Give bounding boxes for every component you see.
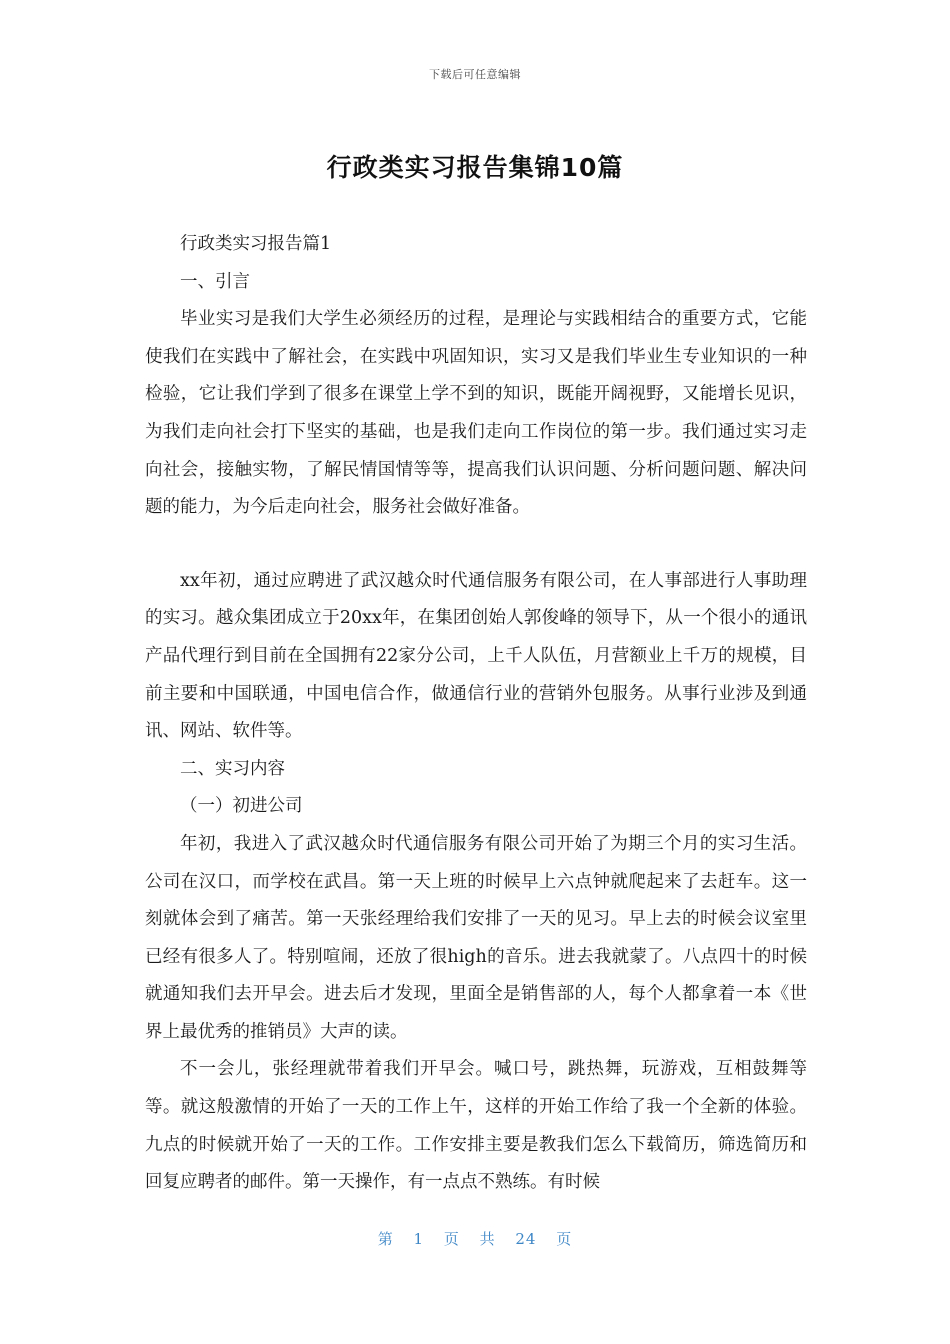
section-heading-introduction: 一、引言 [180, 271, 250, 292]
section-heading-article-1: 行政类实习报告篇1 [180, 234, 332, 254]
document-title: 行政类实习报告集锦10篇 [326, 153, 624, 182]
body-paragraph-intro: 毕业实习是我们大学生必须经历的过程，是理论与实践相结合的重要方式，它能使我们在实践中了解社会，在实践中巩固知识，实习又是我们毕业生专业知识的一种检验，它让我们学到了很多在课堂上学不到的知识，既能开阔视野，又能增长见识，为我们走向社会打下坚实的基础，也是我们走向工作岗位的第一步。我们通过实习走向社会，接触实物，了解民情国情等等，提高我们认识问题、分析问题问题、解决问题的能力，为今后走向社会，服务社会做好准备。 [145, 309, 807, 518]
document-body [145, 226, 807, 1202]
body-paragraph-company: xx年初，通过应聘进了武汉越众时代通信服务有限公司，在人事部进行人事助理的实习。越众集团成立于20xx年，在集团创始人郭俊峰的领导下，从一个很小的通讯产品代理行到目前在全国拥有22家分公司，上千人队伍，月营额业上千万的规模，目前主要和中国联通，中国电信合作，做通信行业的营销外包服务。从事行业涉及到通讯、网站、软件等。 [145, 570, 807, 742]
paragraph-spacer [145, 527, 807, 563]
body-paragraph-first-day: 年初，我进入了武汉越众时代通信服务有限公司开始了为期三个月的实习生活。公司在汉口，而学校在武昌。第一天上班的时候早上六点钟就爬起来了去赶车。这一刻就体会到了痛苦。第一天张经理给我们安排了一天的见习。早上去的时候会议室里已经有很多人了。特别喧闹，还放了很high的音乐。进去我就蒙了。八点四十的时候就通知我们去开早会。进去后才发现，里面全是销售部的人，每个人都拿着一本《世界上最优秀的推销员》大声的读。 [145, 833, 807, 1042]
page-header-note: 下载后可任意编辑 [429, 68, 521, 81]
section-heading-content: 二、实习内容 [180, 758, 285, 779]
subsection-heading-joining: （一）初进公司 [180, 796, 303, 817]
page-number-footer: 第 1 页 共 24 页 [377, 1230, 573, 1248]
body-paragraph-morning-meeting: 不一会儿，张经理就带着我们开早会。喊口号，跳热舞，玩游戏，互相鼓舞等等。就这般激情的开始了一天的工作上午，这样的开始工作给了我一个全新的体验。九点的时候就开始了一天的工作。工作安排主要是教我们怎么下载简历，筛选简历和回复应聘者的邮件。第一天操作，有一点点不熟练。有时候 [145, 1059, 807, 1193]
